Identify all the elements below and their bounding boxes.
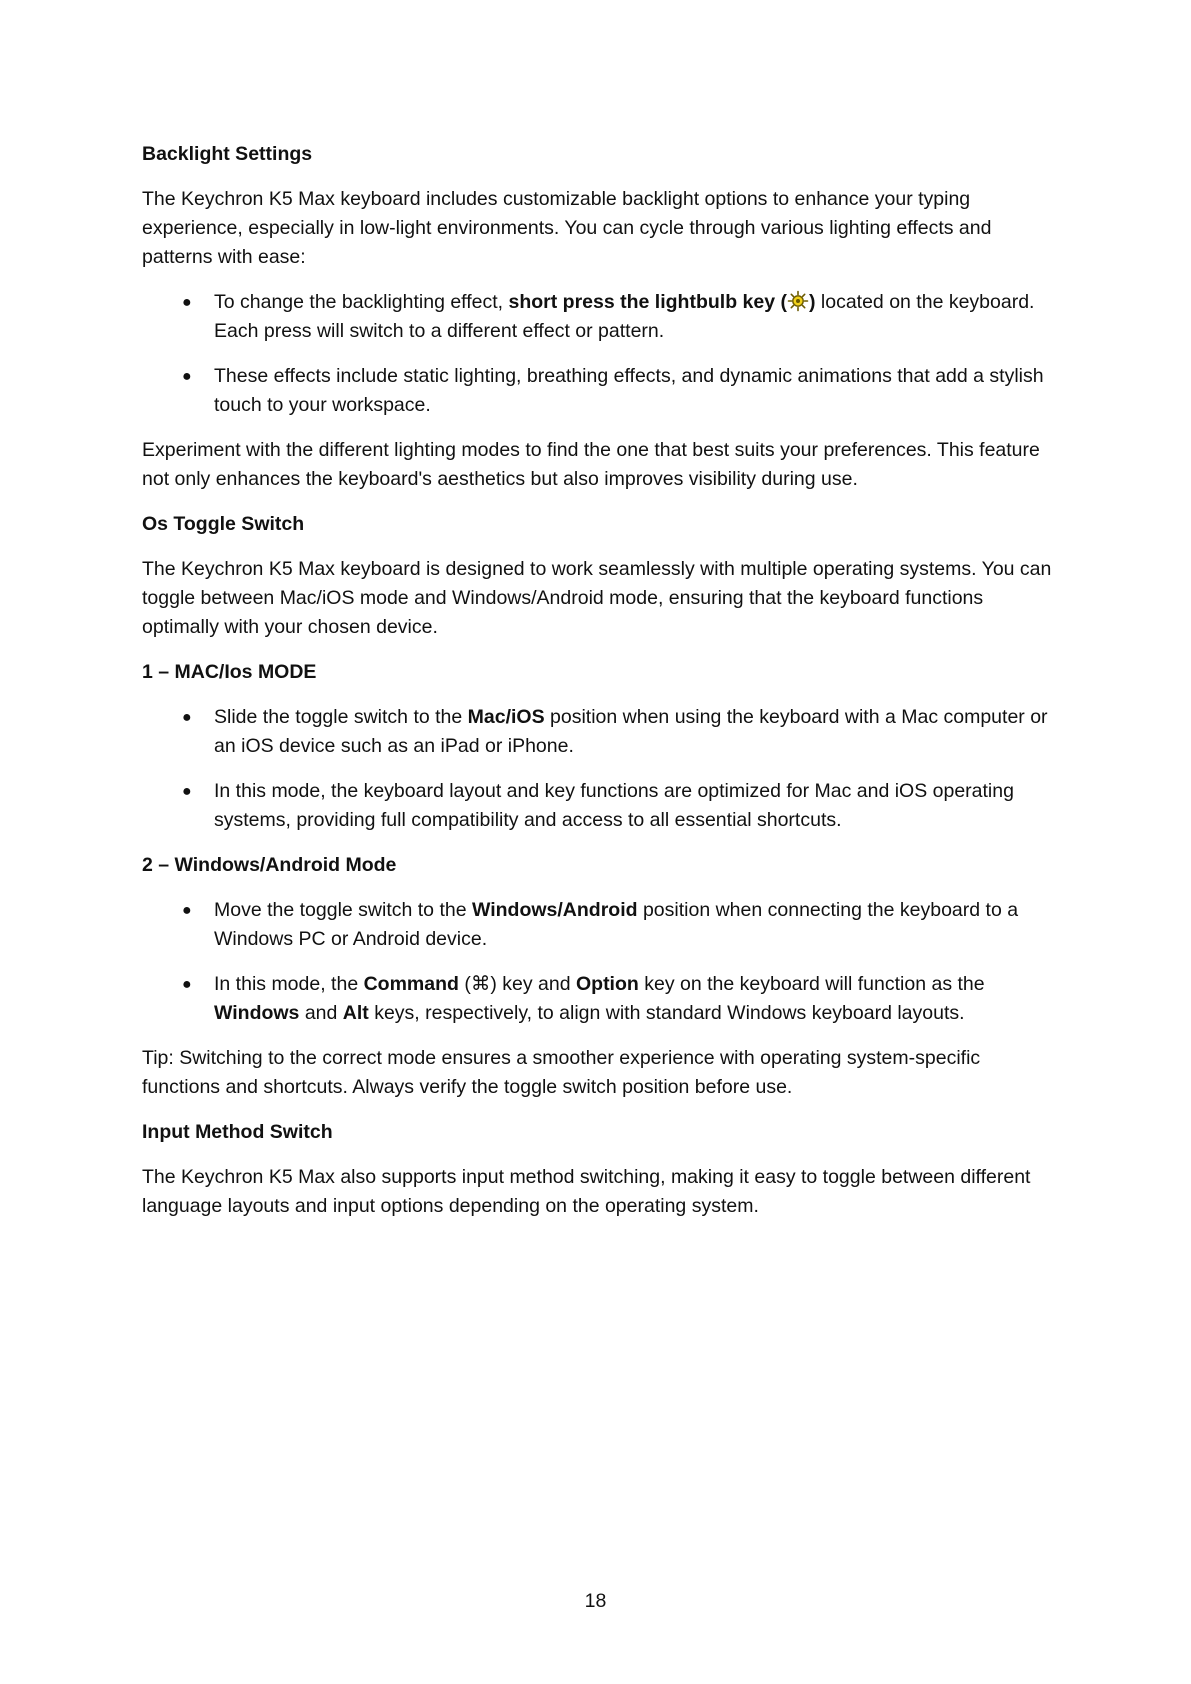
tip-paragraph: Tip: Switching to the correct mode ensures a smoother experience with operating system-specific functions and shortcuts. Always verify the toggle switch position before use. <box>142 1047 981 1098</box>
bold-text: Windows <box>214 1002 300 1024</box>
bullet-icon: ● <box>182 902 192 919</box>
backlight-settings-heading: Backlight Settings <box>142 143 313 165</box>
bold-text: Mac/iOS <box>467 706 545 728</box>
bullet-icon: ● <box>182 368 192 385</box>
mac-mode-heading: 1 – MAC/Ios MODE <box>142 661 317 683</box>
page-number: 18 <box>584 1590 607 1612</box>
list-item: ● In this mode, the keyboard layout and key functions are optimized for Mac and iOS operating systems, providing full compatibility and access to all essential shortcuts. <box>142 777 1057 835</box>
lightbulb-icon <box>787 290 809 312</box>
bullet-icon: ● <box>182 709 192 726</box>
backlight-outro: Experiment with the different lighting modes to find the one that best suits your preferences. This feature not only enhances the keyboard's aesthetics but also improves visibility during use. <box>142 439 1040 490</box>
list-item: ● To change the backlighting effect, short press the lightbulb key ( ) located on the keyboard. Each press will switch to a different effect or pattern. <box>142 288 1057 346</box>
backlight-list <box>142 288 1057 420</box>
windows-mode-heading: 2 – Windows/Android Mode <box>142 854 397 876</box>
bullet-icon: ● <box>182 976 192 993</box>
mac-mode-list <box>142 703 1057 835</box>
list-item: ● These effects include static lighting, breathing effects, and dynamic animations that add a stylish touch to your workspace. <box>142 362 1057 420</box>
input-method-heading: Input Method Switch <box>142 1121 333 1143</box>
bullet-icon: ● <box>182 783 192 800</box>
os-toggle-intro: The Keychron K5 Max keyboard is designed to work seamlessly with multiple operating systems. You can toggle between Mac/iOS mode and Windows/Android mode, ensuring that the keyboard functions optimally with your chosen device. <box>142 558 1052 638</box>
backlight-intro: The Keychron K5 Max keyboard includes customizable backlight options to enhance your typing experience, especially in low-light environments. You can cycle through various lighting effects and patterns with ease: <box>142 188 992 268</box>
list-item: ● Slide the toggle switch to the Mac/iOS position when using the keyboard with a Mac computer or an iOS device such as an iPad or iPhone. <box>142 703 1057 761</box>
os-toggle-heading: Os Toggle Switch <box>142 513 305 535</box>
list-item: ● In this mode, the Command (⌘) key and Option key on the keyboard will function as the Windows and Alt keys, respectively, to align with standard Windows keyboard layouts. <box>142 970 1057 1028</box>
input-method-intro: The Keychron K5 Max also supports input method switching, making it easy to toggle between different language layouts and input options depending on the operating system. <box>142 1166 1031 1217</box>
bold-text: Windows/Android <box>471 899 638 921</box>
bold-text: short press the lightbulb key ( ) <box>508 291 816 313</box>
windows-mode-list <box>142 896 1057 1028</box>
bold-text: Command <box>363 973 459 995</box>
page-content <box>142 140 1057 1237</box>
bullet-icon: ● <box>182 294 192 311</box>
bold-text: Option <box>575 973 639 995</box>
bold-text: Alt <box>342 1002 369 1024</box>
list-item: ● Move the toggle switch to the Windows/Android position when connecting the keyboard to a Windows PC or Android device. <box>142 896 1057 954</box>
